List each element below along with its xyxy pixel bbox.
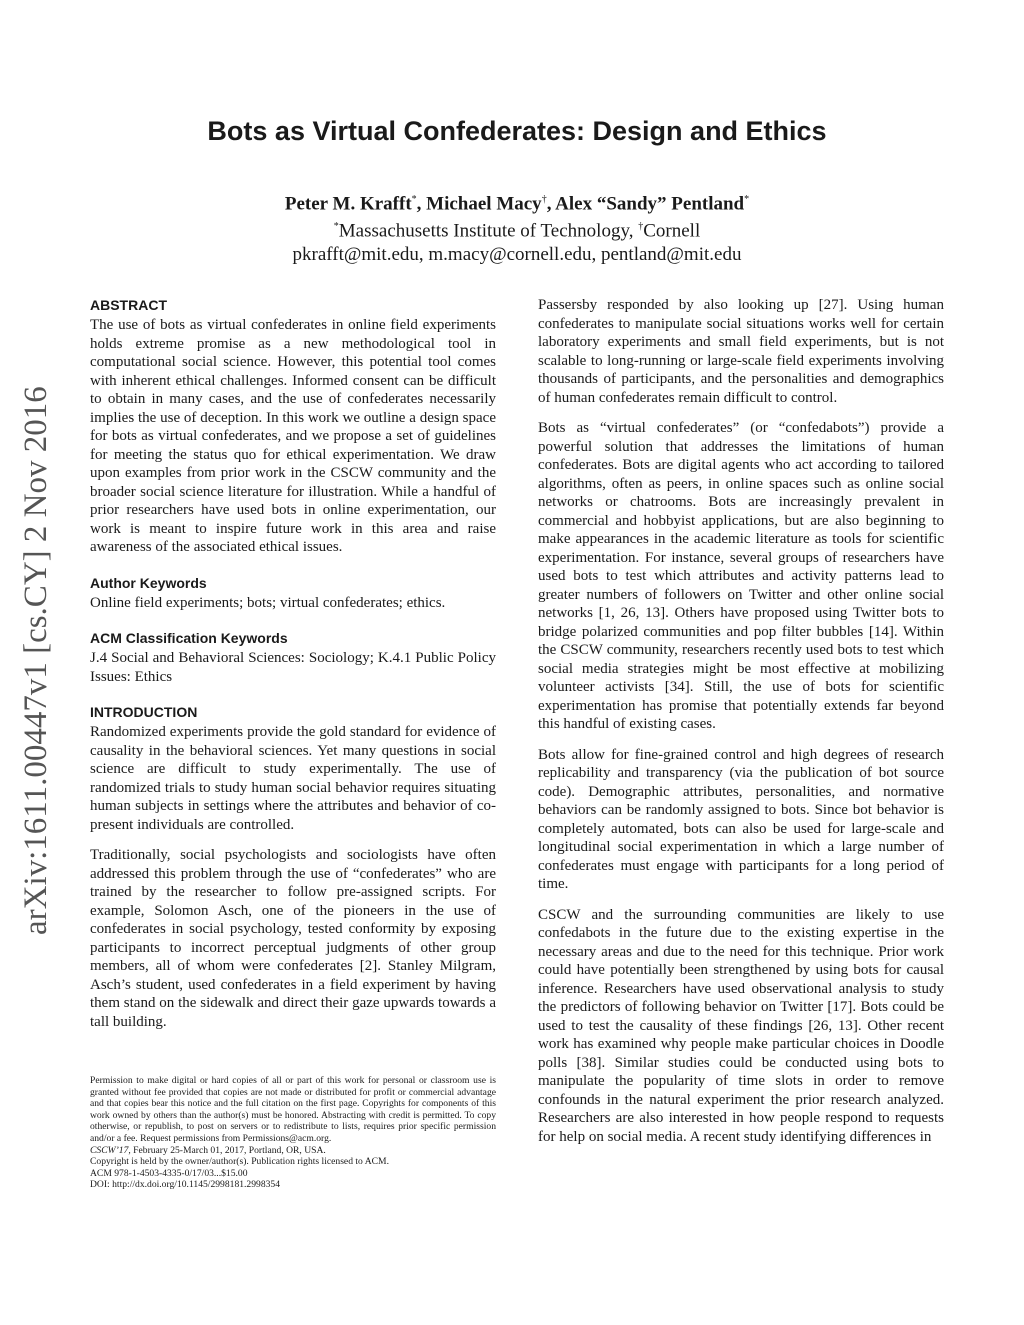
permission-notice: Permission to make digital or hard copies of all or part of this work for personal or classroom use is granted without fee provided that copies are not made or distributed for profit or commercial advantage and that copies bear this notice and the full citation on the first page. Copyrights for components of this work owned by others than the author(s) must be honored. Abstracting with credit is permitted. To copy otherwise, or republish, to post on servers or to redistribute to lists, requires prior specific permission and/or a fee. Request permissions from Permissions@acm.org.	[90, 1075, 496, 1144]
introduction-heading: INTRODUCTION	[90, 704, 198, 720]
body-paragraph: Passersby responded by also looking up [27]. Using human confederates to manipulate social situations works well for certain laboratory experiments and small field experiments, but is not scalable to long-running or large-scale field experiments involving thousands of participants, and the personalities and demographics of human confederates remain difficult to control.	[538, 297, 944, 406]
abstract-text: The use of bots as virtual confederates in online field experiments holds extreme promise as a new methodological tool in computational social science. However, this potential tool comes with inherent ethical challenges. Informed consent can be difficult to obtain in many cases, and the use of confederates necessarily implies the use of deception. In this work we outline a design space for bots as virtual confederates, and we propose a set of guidelines for meeting the status quo for ethical experimentation. We draw upon examples from prior work in the CSCW community and the broader social science literature for illustration. While a handful of prior researchers have used bots in online experimentation, our work is meant to inspire future work in this area and raise awareness of the associated ethical issues.	[90, 317, 496, 555]
copyright-footnote	[90, 1075, 496, 1191]
left-column	[90, 296, 496, 1031]
conference-line	[90, 1145, 496, 1157]
author-names: Peter M. Krafft*, Michael Macy†, Alex “Sandy” Pentland*	[284, 193, 750, 215]
body-paragraph: Bots allow for fine-grained control and high degrees of research replicability and transparency (via the publication of bot source code). Demographic attributes, personalities, and normative behaviors can be randomly assigned to bots. Since bot behavior is completely automated, bots can also be used for large-scale and longitudinal social experimentation in which a large number of confederates must engage with participants for a long period of time.	[538, 746, 944, 892]
author-2-mark: †	[541, 194, 547, 205]
author-1-mark: *	[411, 194, 417, 205]
body-paragraph: Bots as “virtual confederates” (or “confedabots”) provide a powerful solution that addresses the limitations of human confederates. Bots are digital agents who act according to tailored algorithms, often as peers, in online spaces such as online social networks or chatrooms. Bots are increasingly prevalent in commercial and hobbyist applications, but are also beginning to make appearances in the academic literature as tools for scientific experimentation. For instance, several groups of researchers have used bots to test which attributes and activity patterns lead to greater numbers of followers on Twitter and other online social networks [1, 26, 13]. Others have proposed using Twitter bots to bridge polarized communities and pop filter bubbles [14]. Within the CSCW community, researchers recently used bots to test which social media strategies might be most effective at mobilizing volunteer activists [34]. Still, the use of bots for scientific experimentation has promise that potentially extends far beyond this handful of existing cases.	[538, 420, 944, 732]
introduction-paragraph: Randomized experiments provide the gold standard for evidence of causality in the behavioral sciences. Yet many questions in social science are difficult to study experimentally. The use of randomized trials to study human social behavior requires situating human subjects in settings where the attributes and behavior of co-present individuals are controlled.	[90, 724, 496, 833]
right-column	[538, 296, 944, 1146]
keywords-heading: Author Keywords	[90, 574, 207, 591]
body-paragraph: CSCW and the surrounding communities are likely to use confedabots in the future due to the existing expertise in the necessary areas and due to the need for this technique. Prior work could have potentially been strengthened by using bots for causal inference. Researchers have used observational analysis to study the predictors of following behavior on Twitter [17]. Bots could be used to test the causality of these findings [26, 13]. Other recent work has examined why people make particular choices in Doodle polls [38]. Similar studies could be conducted using bots to manipulate the popularity of time slots in order to remove confounds in the natural experiment the prior research analyzed. Researchers are also interested in how people respond to requests for help on social media. A recent study identifying differences in	[538, 906, 944, 1145]
affiliation-1: Massachusetts Institute of Technology,	[338, 220, 639, 242]
author-emails: pkrafft@mit.edu, m.macy@cornell.edu, pentland@mit.edu	[292, 243, 742, 265]
acm-heading: ACM Classification Keywords	[90, 630, 288, 646]
author-affiliations: *Massachusetts Institute of Technology, †Cornell	[333, 220, 701, 242]
keywords-text: Online field experiments; bots; virtual confederates; ethics.	[90, 594, 446, 611]
doi-line: DOI: http://dx.doi.org/10.1145/2998181.2998354	[90, 1179, 281, 1191]
affiliation-2: Cornell	[643, 220, 701, 242]
author-block	[0, 188, 1024, 266]
paper-title: Bots as Virtual Confederates: Design and Ethics	[207, 116, 827, 146]
author-1: Peter M. Krafft	[284, 193, 412, 215]
introduction-paragraph: Traditionally, social psychologists and sociologists have often addressed this problem through the use of “confederates” who are trained by the researcher to follow pre-assigned scripts. For example, Solomon Asch, one of the pioneers in the use of confederates in social psychology, tested conformity by exposing participants to incorrect perceptual judgments of other group members, all of whom were confederates [2]. Stanley Milgram, Asch’s student, used confederates in a field experiment by having them stand on the sidewalk and direct their gaze upwards towards a tall building.	[90, 847, 496, 1030]
acm-text: J.4 Social and Behavioral Sciences: Sociology; K.4.1 Public Policy Issues: Ethics	[90, 650, 496, 685]
isbn-line: ACM 978-1-4503-4335-0/17/03...$15.00	[90, 1167, 248, 1179]
conference-details: , February 25-March 01, 2017, Portland, OR, USA.	[128, 1144, 326, 1156]
author-3: Alex “Sandy” Pentland	[555, 193, 745, 215]
abstract-heading: ABSTRACT	[90, 297, 167, 313]
conference-name: CSCW’17	[90, 1144, 129, 1156]
author-3-mark: *	[744, 194, 750, 205]
copyright-line: Copyright is held by the owner/author(s). Publication rights licensed to ACM.	[90, 1156, 389, 1168]
arxiv-identifier: arXiv:1611.00447v1 [cs.CY] 2 Nov 2016	[18, 386, 54, 935]
author-2: Michael Macy	[426, 193, 542, 215]
